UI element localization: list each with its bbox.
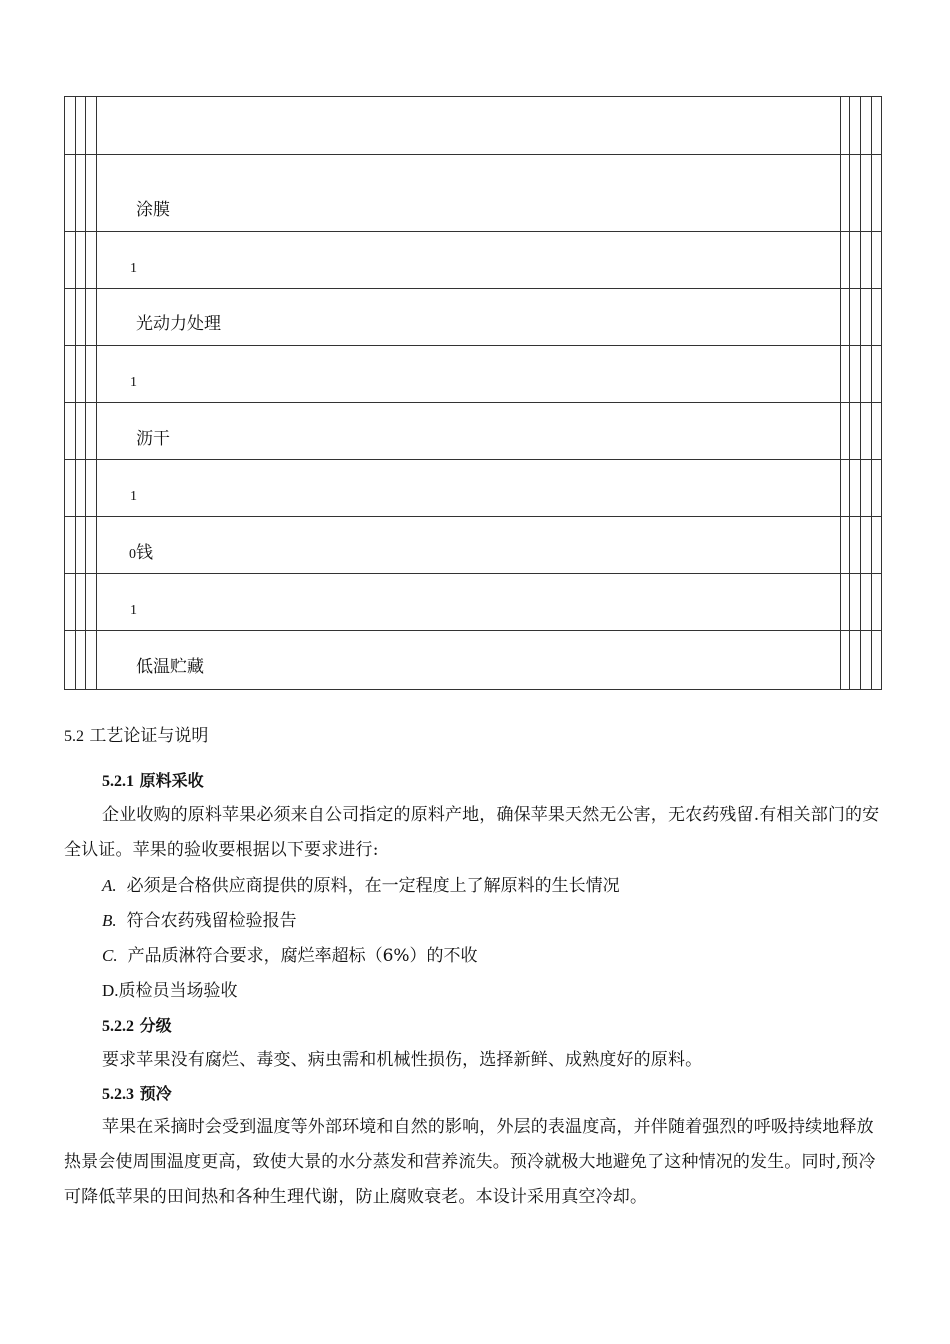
subsection-number: 5.2.2: [102, 1018, 134, 1035]
flow-step-label: 涂膜: [136, 200, 170, 220]
section-number: 5.2: [64, 728, 84, 745]
list-text: 产品质淋符合要求，腐烂率超标（6%）的不收: [127, 946, 478, 966]
table-divider: [75, 97, 76, 689]
table-row-separator: [65, 402, 881, 403]
subsection-title: 原料采收: [139, 771, 204, 790]
table-row-separator: [65, 231, 881, 232]
table-divider: [85, 97, 86, 689]
table-row-separator: [65, 459, 881, 460]
subsection-number: 5.2.3: [102, 1086, 134, 1103]
table-row-separator: [65, 630, 881, 631]
table-divider: [96, 97, 97, 689]
paragraph-raw-material: 企业收购的原料苹果必须来自公司指定的原料产地，确保苹果天然无公害，无农药残留.有相关部门的安全认证。苹果的验收要根据以下要求进行:: [64, 805, 880, 860]
flow-step-count: 1: [130, 489, 137, 504]
list-marker: A.: [102, 876, 117, 895]
flow-step-label: 低温贮藏: [136, 657, 204, 677]
subsection-heading-precooling: [102, 1082, 172, 1107]
table-row-separator: [65, 288, 881, 289]
table-row-separator: [65, 573, 881, 574]
subsection-number: 5.2.1: [102, 773, 134, 790]
list-text: 必须是合格供应商提供的原料，在一定程度上了解原料的生长情况: [126, 876, 620, 896]
flow-step-num: 0: [129, 547, 136, 562]
table-row-separator: [65, 154, 881, 155]
section-heading: [64, 724, 208, 749]
table-divider: [860, 97, 861, 689]
list-marker: B.: [102, 911, 117, 930]
list-marker: D.: [102, 981, 119, 1000]
list-text: 质检员当场验收: [118, 981, 238, 1001]
flow-step-count: 1: [130, 603, 137, 618]
flow-step-label: [129, 543, 153, 565]
table-row-separator: [65, 516, 881, 517]
flow-step-label: 沥干: [136, 429, 170, 449]
process-flow-table: [64, 96, 882, 690]
list-text: 符合农药残留检验报告: [126, 911, 297, 931]
flow-step-label: 光动力处理: [136, 314, 221, 334]
table-row-separator: [65, 345, 881, 346]
flow-step-count: 1: [130, 375, 137, 390]
subsection-heading-grading: [102, 1014, 172, 1039]
subsection-heading-raw-material: [102, 769, 204, 794]
section-title: 工艺论证与说明: [89, 726, 209, 746]
paragraph-grading: 要求苹果没有腐烂、毒变、病虫需和机械性损伤，选择新鲜、成熟度好的原料。: [102, 1050, 703, 1070]
list-item: [102, 909, 297, 933]
flow-step-text: 钱: [136, 543, 153, 563]
paragraph-precooling: 苹果在采摘时会受到温度等外部环境和自然的影响，外层的表温度高，并伴随着强烈的呼吸持续地释放热景会使周围温度更高，致使大景的水分蒸发和营养流失。预冷就极大地避免了这种情况的发生。同时,预冷可降低苹果的田间热和各种生理代谢，防止腐败衰老。本设计采用真空冷却。: [64, 1117, 876, 1207]
list-item: [102, 979, 238, 1003]
table-divider: [849, 97, 850, 689]
table-divider: [840, 97, 841, 689]
subsection-title: 分级: [139, 1016, 172, 1035]
subsection-title: 预冷: [139, 1084, 172, 1103]
list-marker: C.: [102, 946, 118, 965]
flow-step-count: 1: [130, 261, 137, 276]
table-divider: [871, 97, 872, 689]
list-item: [102, 944, 478, 968]
list-item: [102, 874, 620, 898]
